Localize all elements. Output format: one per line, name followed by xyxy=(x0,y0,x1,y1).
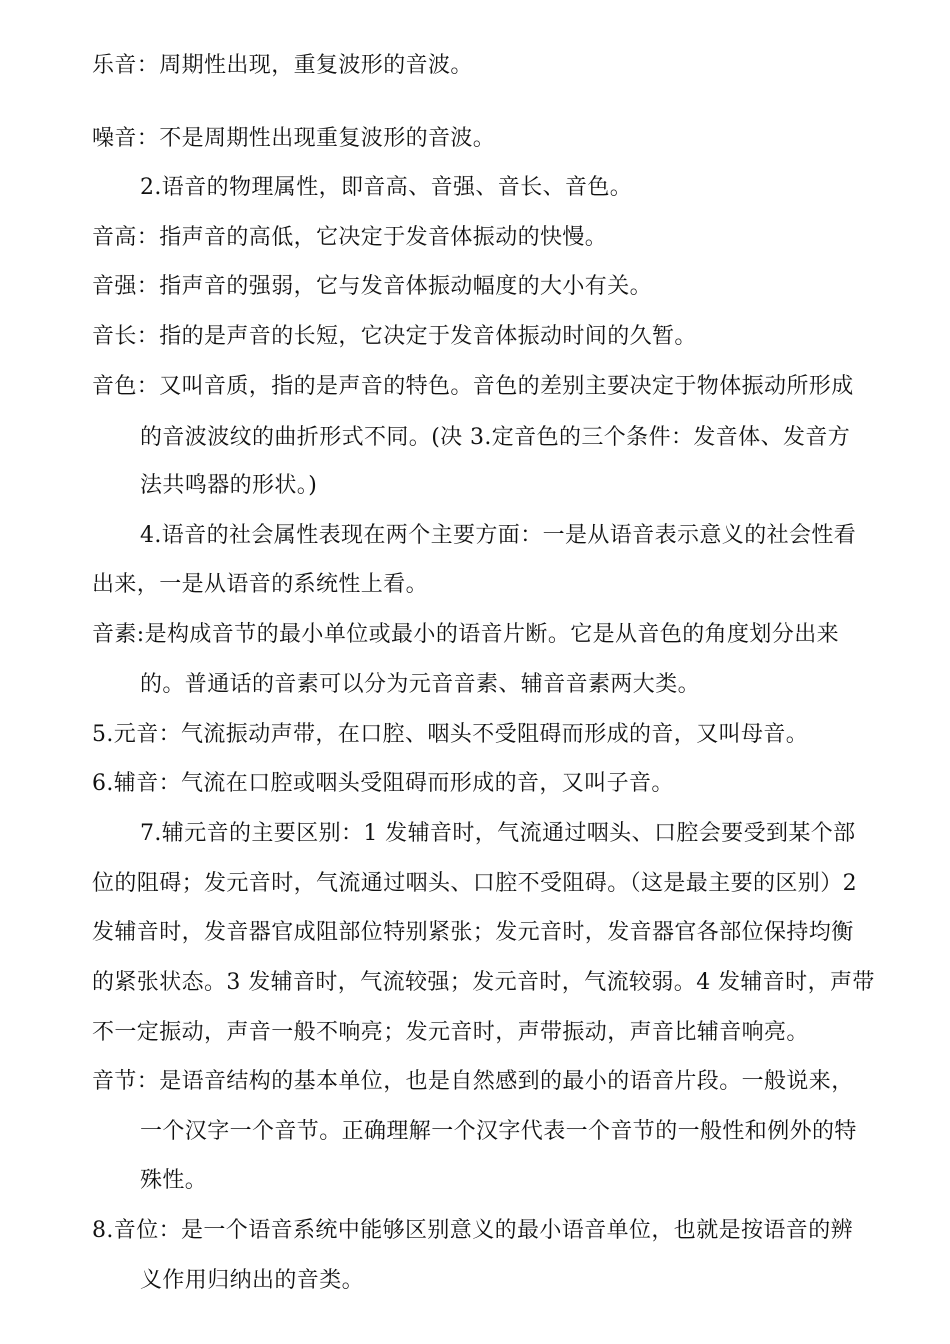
text-line-19: 的紧张状态。3 发辅音时，气流较强；发元音时，气流较弱。4 发辅音时，声带 xyxy=(92,970,875,995)
text-line-3: 2.语音的物理属性，即音高、音强、音长、音色。 xyxy=(140,175,633,200)
text-line-14: 5.元音：气流振动声带，在口腔、咽头不受阻碍而形成的音，又叫母音。 xyxy=(92,722,809,747)
text-line-7: 音色：又叫音质，指的是声音的特色。音色的差别主要决定于物体振动所形成 xyxy=(92,374,854,399)
text-line-15: 6.辅音：气流在口腔或咽头受阻碍而形成的音，又叫子音。 xyxy=(92,771,674,796)
text-line-21: 音节：是语音结构的基本单位，也是自然感到的最小的语音片段。一般说来， xyxy=(92,1069,854,1094)
text-line-13: 的。普通话的音素可以分为元音音素、辅音音素两大类。 xyxy=(140,672,701,697)
text-line-10: 4.语音的社会属性表现在两个主要方面：一是从语音表示意义的社会性看 xyxy=(140,523,857,548)
text-line-4: 音高：指声音的高低，它决定于发音体振动的快慢。 xyxy=(92,225,608,250)
text-line-20: 不一定振动，声音一般不响亮；发元音时，声带振动，声音比辅音响亮。 xyxy=(92,1020,809,1045)
text-line-23: 殊性。 xyxy=(140,1168,208,1193)
text-line-6: 音长：指的是声音的长短，它决定于发音体振动时间的久暂。 xyxy=(92,324,697,349)
text-line-11: 出来，一是从语音的系统性上看。 xyxy=(92,572,429,597)
text-line-24: 8.音位：是一个语音系统中能够区别意义的最小语音单位，也就是按语音的辨 xyxy=(92,1218,853,1243)
text-line-17: 位的阻碍；发元音时，气流通过咽头、口腔不受阻碍。（这是最主要的区别）2 xyxy=(92,871,857,896)
text-line-18: 发辅音时，发音器官成阻部位特别紧张；发元音时，发音器官各部位保持均衡 xyxy=(92,920,854,945)
text-line-5: 音强：指声音的强弱，它与发音体振动幅度的大小有关。 xyxy=(92,274,653,299)
text-line-9: 法共鸣器的形状。) xyxy=(140,473,318,498)
text-line-1: 乐音：周期性出现，重复波形的音波。 xyxy=(92,53,473,78)
text-line-2: 噪音：不是周期性出现重复波形的音波。 xyxy=(92,126,496,151)
text-line-16: 7.辅元音的主要区别：1 发辅音时，气流通过咽头、口腔会要受到某个部 xyxy=(140,821,856,846)
text-line-25: 义作用归纳出的音类。 xyxy=(140,1268,365,1293)
text-line-12: 音素:是构成音节的最小单位或最小的语音片断。它是从音色的角度划分出来 xyxy=(92,622,840,647)
text-line-22: 一个汉字一个音节。正确理解一个汉字代表一个音节的一般性和例外的特 xyxy=(140,1119,857,1144)
text-line-8: 的音波波纹的曲折形式不同。(决 3.定音色的三个条件：发音体、发音方 xyxy=(140,425,851,450)
